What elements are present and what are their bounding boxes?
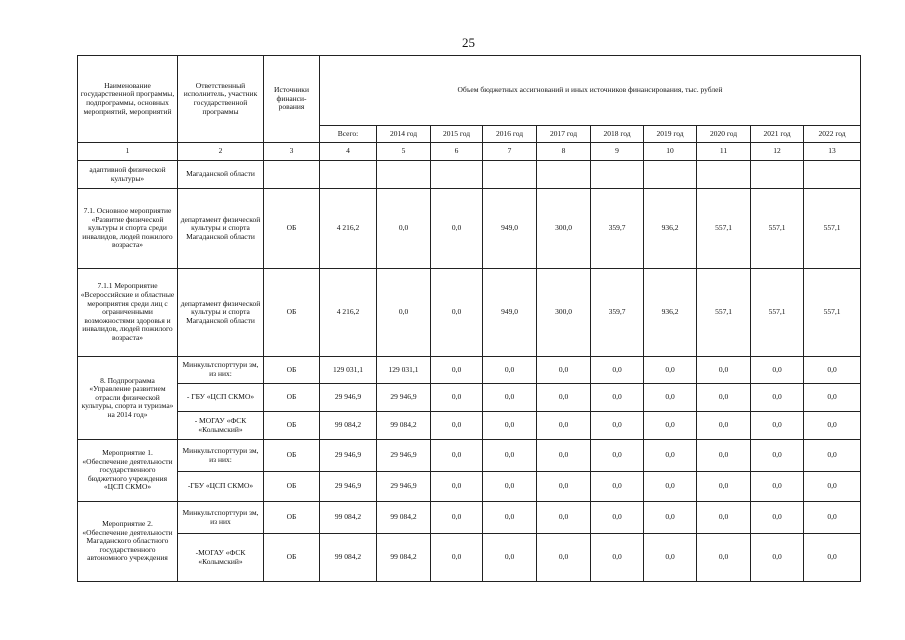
- executor-cell: департамент физической культуры и спорта Магаданской области: [178, 269, 264, 357]
- table-row: [78, 189, 861, 269]
- column-index: 7: [483, 143, 537, 161]
- value-cell: 29 946,9: [320, 440, 377, 472]
- program-name-cell: адаптивной физической культуры»: [78, 161, 178, 189]
- col-header-year: 2016 год: [483, 126, 537, 143]
- column-index: 11: [697, 143, 751, 161]
- value-cell: 0,0: [644, 502, 697, 534]
- source-cell: ОБ: [264, 357, 320, 384]
- source-cell: ОБ: [264, 384, 320, 412]
- page-number: 25: [462, 35, 475, 50]
- value-cell: [483, 161, 537, 189]
- value-cell: 0,0: [377, 269, 431, 357]
- value-cell: 0,0: [483, 384, 537, 412]
- value-cell: 0,0: [591, 472, 644, 502]
- value-cell: 0,0: [591, 384, 644, 412]
- value-cell: 0,0: [697, 357, 751, 384]
- col-header-year: 2021 год: [751, 126, 804, 143]
- executor-cell: - ГБУ «ЦСП СКМО»: [178, 384, 264, 412]
- value-cell: 557,1: [804, 189, 861, 269]
- source-cell: ОБ: [264, 534, 320, 582]
- column-index: 10: [644, 143, 697, 161]
- value-cell: 0,0: [537, 357, 591, 384]
- value-cell: 0,0: [751, 440, 804, 472]
- value-cell: 0,0: [644, 440, 697, 472]
- value-cell: 99 084,2: [377, 534, 431, 582]
- value-cell: [644, 161, 697, 189]
- value-cell: 0,0: [431, 472, 483, 502]
- table-row: [78, 440, 861, 472]
- column-index: 2: [178, 143, 264, 161]
- value-cell: 99 084,2: [320, 534, 377, 582]
- value-cell: 557,1: [697, 189, 751, 269]
- value-cell: 0,0: [804, 412, 861, 440]
- value-cell: 0,0: [644, 357, 697, 384]
- value-cell: 0,0: [751, 357, 804, 384]
- value-cell: 949,0: [483, 189, 537, 269]
- value-cell: 359,7: [591, 189, 644, 269]
- value-cell: 0,0: [697, 534, 751, 582]
- value-cell: 936,2: [644, 269, 697, 357]
- value-cell: 0,0: [804, 357, 861, 384]
- col-header-name: Наименование государственной программы, подпрограммы, основных мероприятий, мероприятий: [78, 56, 178, 143]
- value-cell: 0,0: [537, 472, 591, 502]
- value-cell: 0,0: [751, 534, 804, 582]
- value-cell: 0,0: [591, 502, 644, 534]
- value-cell: 0,0: [591, 534, 644, 582]
- value-cell: 0,0: [483, 534, 537, 582]
- program-name-cell: 8. Подпрограмма «Управление развитием отрасли физической культуры, спорта и туризма» на 2014 год»: [78, 357, 178, 440]
- value-cell: 0,0: [804, 502, 861, 534]
- col-header-year: 2019 год: [644, 126, 697, 143]
- executor-cell: Минкультспорттури зм, из них: [178, 502, 264, 534]
- value-cell: 0,0: [537, 412, 591, 440]
- value-cell: 0,0: [697, 472, 751, 502]
- value-cell: 0,0: [431, 534, 483, 582]
- value-cell: 99 084,2: [320, 412, 377, 440]
- value-cell: 0,0: [483, 472, 537, 502]
- value-cell: 0,0: [697, 440, 751, 472]
- value-cell: 0,0: [697, 412, 751, 440]
- value-cell: 0,0: [537, 384, 591, 412]
- value-cell: 0,0: [431, 269, 483, 357]
- value-cell: 0,0: [804, 534, 861, 582]
- value-cell: 29 946,9: [377, 440, 431, 472]
- value-cell: 0,0: [591, 412, 644, 440]
- col-header-source: Источники финанси-рования: [264, 56, 320, 143]
- value-cell: 29 946,9: [320, 472, 377, 502]
- column-index: 9: [591, 143, 644, 161]
- value-cell: 99 084,2: [377, 412, 431, 440]
- executor-cell: департамент физической культуры и спорта Магаданской области: [178, 189, 264, 269]
- value-cell: 0,0: [751, 502, 804, 534]
- value-cell: 0,0: [804, 472, 861, 502]
- value-cell: 0,0: [377, 189, 431, 269]
- executor-cell: -МОГАУ «ФСК «Колымский»: [178, 534, 264, 582]
- value-cell: 0,0: [483, 502, 537, 534]
- value-cell: 936,2: [644, 189, 697, 269]
- program-name-cell: 7.1. Основное мероприятие «Развитие физической культуры и спорта среди инвалидов, людей пожилого возраста»: [78, 189, 178, 269]
- value-cell: 0,0: [483, 412, 537, 440]
- program-name-cell: 7.1.1 Мероприятие «Всероссийские и областные мероприятия среди лиц с ограниченными возможностями здоровья и инвалидов, людей пожилого возраста»: [78, 269, 178, 357]
- column-index: 4: [320, 143, 377, 161]
- source-cell: ОБ: [264, 440, 320, 472]
- table-row: [78, 502, 861, 534]
- value-cell: [377, 161, 431, 189]
- value-cell: 0,0: [483, 440, 537, 472]
- value-cell: 29 946,9: [377, 472, 431, 502]
- value-cell: 0,0: [431, 357, 483, 384]
- value-cell: 0,0: [431, 440, 483, 472]
- table-row: [78, 269, 861, 357]
- value-cell: [751, 161, 804, 189]
- source-cell: ОБ: [264, 189, 320, 269]
- value-cell: 0,0: [431, 189, 483, 269]
- value-cell: 0,0: [431, 412, 483, 440]
- value-cell: 0,0: [644, 472, 697, 502]
- value-cell: 0,0: [483, 357, 537, 384]
- source-cell: ОБ: [264, 502, 320, 534]
- executor-cell: Минкультспорттури зм, из них:: [178, 357, 264, 384]
- value-cell: 0,0: [431, 384, 483, 412]
- col-header-year: 2014 год: [377, 126, 431, 143]
- table-row: [78, 161, 861, 189]
- column-index: 6: [431, 143, 483, 161]
- value-cell: 129 031,1: [320, 357, 377, 384]
- program-name-cell: Мероприятие 2. «Обеспечение деятельности Магаданского областного государственного автономного учреждения: [78, 502, 178, 582]
- value-cell: [591, 161, 644, 189]
- source-cell: ОБ: [264, 472, 320, 502]
- column-index: 8: [537, 143, 591, 161]
- value-cell: 0,0: [431, 502, 483, 534]
- value-cell: 0,0: [537, 440, 591, 472]
- source-cell: ОБ: [264, 269, 320, 357]
- value-cell: 0,0: [537, 502, 591, 534]
- col-header-year: 2017 год: [537, 126, 591, 143]
- program-name-cell: Мероприятие 1. «Обеспечение деятельности государственного бюджетного учреждения «ЦСП СКМО»: [78, 440, 178, 502]
- value-cell: 300,0: [537, 189, 591, 269]
- value-cell: [697, 161, 751, 189]
- table-row: [78, 384, 861, 412]
- value-cell: 0,0: [751, 384, 804, 412]
- executor-cell: -ГБУ «ЦСП СКМО»: [178, 472, 264, 502]
- value-cell: 4 216,2: [320, 269, 377, 357]
- value-cell: 0,0: [751, 472, 804, 502]
- value-cell: 0,0: [697, 502, 751, 534]
- value-cell: [804, 161, 861, 189]
- value-cell: [320, 161, 377, 189]
- value-cell: 557,1: [751, 189, 804, 269]
- col-header-year: 2015 год: [431, 126, 483, 143]
- source-cell: ОБ: [264, 412, 320, 440]
- column-index: 1: [78, 143, 178, 161]
- header-row: [78, 56, 861, 126]
- column-index: 5: [377, 143, 431, 161]
- col-header-total: Всего:: [320, 126, 377, 143]
- value-cell: 557,1: [751, 269, 804, 357]
- col-header-year: 2022 год: [804, 126, 861, 143]
- value-cell: 0,0: [751, 412, 804, 440]
- column-index: 12: [751, 143, 804, 161]
- value-cell: 4 216,2: [320, 189, 377, 269]
- value-cell: 99 084,2: [320, 502, 377, 534]
- col-header-year: 2020 год: [697, 126, 751, 143]
- col-header-year: 2018 год: [591, 126, 644, 143]
- value-cell: 0,0: [591, 357, 644, 384]
- value-cell: 0,0: [537, 534, 591, 582]
- value-cell: 129 031,1: [377, 357, 431, 384]
- executor-cell: Минкультспорттури зм, из них:: [178, 440, 264, 472]
- column-index: 13: [804, 143, 861, 161]
- value-cell: 300,0: [537, 269, 591, 357]
- column-index: 3: [264, 143, 320, 161]
- value-cell: 0,0: [644, 384, 697, 412]
- value-cell: 0,0: [644, 412, 697, 440]
- value-cell: 29 946,9: [320, 384, 377, 412]
- source-cell: [264, 161, 320, 189]
- table-row: [78, 357, 861, 384]
- table-row: [78, 534, 861, 582]
- table-row: [78, 472, 861, 502]
- value-cell: 949,0: [483, 269, 537, 357]
- value-cell: 359,7: [591, 269, 644, 357]
- executor-cell: - МОГАУ «ФСК «Колымский»: [178, 412, 264, 440]
- executor-cell: Магаданской области: [178, 161, 264, 189]
- budget-table: [77, 55, 861, 582]
- value-cell: [431, 161, 483, 189]
- value-cell: 99 084,2: [377, 502, 431, 534]
- value-cell: 0,0: [804, 440, 861, 472]
- value-cell: 0,0: [804, 384, 861, 412]
- value-cell: [537, 161, 591, 189]
- col-header-executor: Ответственный исполнитель, участник государственной программы: [178, 56, 264, 143]
- value-cell: 557,1: [697, 269, 751, 357]
- column-index-row: [78, 143, 861, 161]
- value-cell: 0,0: [591, 440, 644, 472]
- value-cell: 29 946,9: [377, 384, 431, 412]
- value-cell: 0,0: [644, 534, 697, 582]
- col-header-volume: Объем бюджетных ассигнований и иных источников финансирования, тыс. рублей: [320, 56, 861, 126]
- table-row: [78, 412, 861, 440]
- value-cell: 0,0: [697, 384, 751, 412]
- value-cell: 557,1: [804, 269, 861, 357]
